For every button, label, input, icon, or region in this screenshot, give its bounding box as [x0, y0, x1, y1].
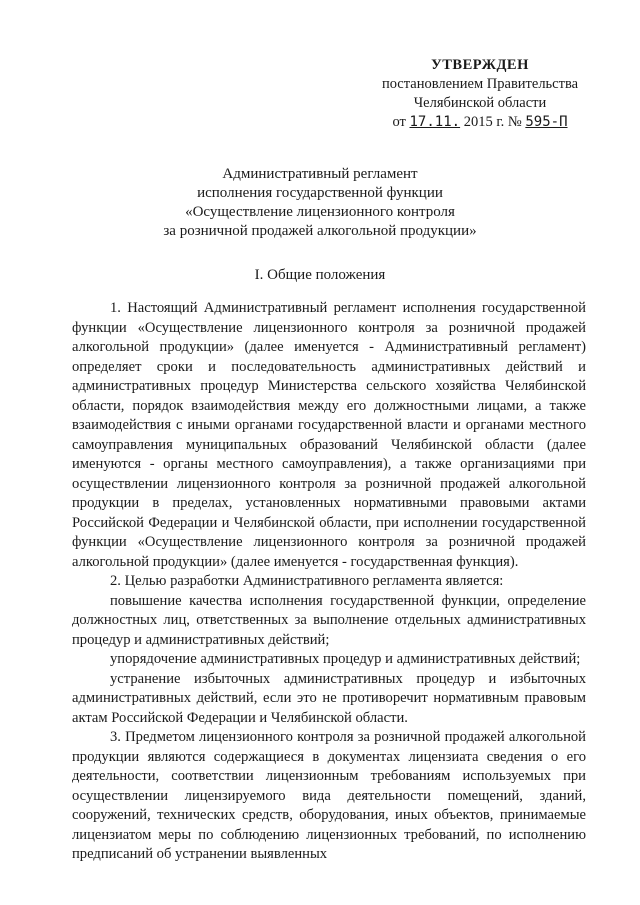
paragraph-5: устранение избыточных административных процедур и избыточных административных действий, если это не противоречит нормативным правовым актам Российской Федерации и Челябинской области. — [72, 670, 586, 726]
approval-block — [360, 56, 600, 132]
date-suffix: 2015 г. № — [463, 114, 522, 130]
regulation-title — [100, 165, 540, 241]
paragraph-6: 3. Предметом лицензионного контроля за розничной продажей алкогольной продукции являются содержащиеся в документах лицензиата сведения о его деятельности, соответствии лицензионным требованиям используемых при осуществлении лицензируемого вида деятельности помещений, зданий, сооружений, технических средств, оборудования, иных объектов, принимаемые лицензиатом меры по соблюдению лицензионных требований, по исполнению предписаний об устранении выявленных — [72, 729, 586, 862]
approval-date-line — [360, 113, 600, 132]
date-prefix: от — [392, 114, 406, 130]
section-heading: I. Общие положения — [254, 267, 386, 283]
regulation-title-line-1: Административный регламент — [222, 166, 418, 182]
regulation-title-line-3: «Осуществление лицензионного контроля — [185, 204, 455, 220]
paragraph-2: 2. Целью разработки Административного регламента является: — [110, 573, 504, 589]
regulation-title-line-2: исполнения государственной функции — [197, 185, 443, 201]
regulation-title-line-4: за розничной продажей алкогольной продукции» — [163, 223, 477, 239]
approval-line-2: Челябинской области — [413, 95, 547, 111]
paragraph-3: повышение качества исполнения государственной функции, определение должностных лиц, ответственных за выполнение отдельных административных процедур и административных действий; — [72, 592, 586, 648]
paragraph-1: 1. Настоящий Административный регламент исполнения государственной функции «Осуществление лицензионного контроля за розничной продажей алкогольной продукции» (далее именуется - Административный регламент) определяет сроки и последовательность административных действий и административных процедур Министерства сельского хозяйства Челябинской области, порядок взаимодействия между его должностными лицами, а также взаимодействия с иными органами государственной власти и органами местного самоуправления муниципальных образований Челябинской области (далее именуются - органы местного самоуправления), а также организациями при осуществлении лицензионного контроля за розничной продажей алкогольной продукции в пределах, установленных нормативными правовыми актами Российской Федерации и Челябинской области, при исполнении государственной функции «Осуществление лицензионного контроля за розничной продажей алкогольной продукции» (далее именуется - государственная функция). — [72, 300, 586, 570]
handwritten-date: 17.11. — [409, 114, 461, 130]
approval-title: УТВЕРЖДЕН — [431, 57, 529, 73]
handwritten-number: 595-П — [525, 114, 568, 130]
document-body — [72, 299, 586, 865]
paragraph-4: упорядочение административных процедур и административных действий; — [110, 651, 581, 667]
approval-line-1: постановлением Правительства — [381, 76, 579, 92]
